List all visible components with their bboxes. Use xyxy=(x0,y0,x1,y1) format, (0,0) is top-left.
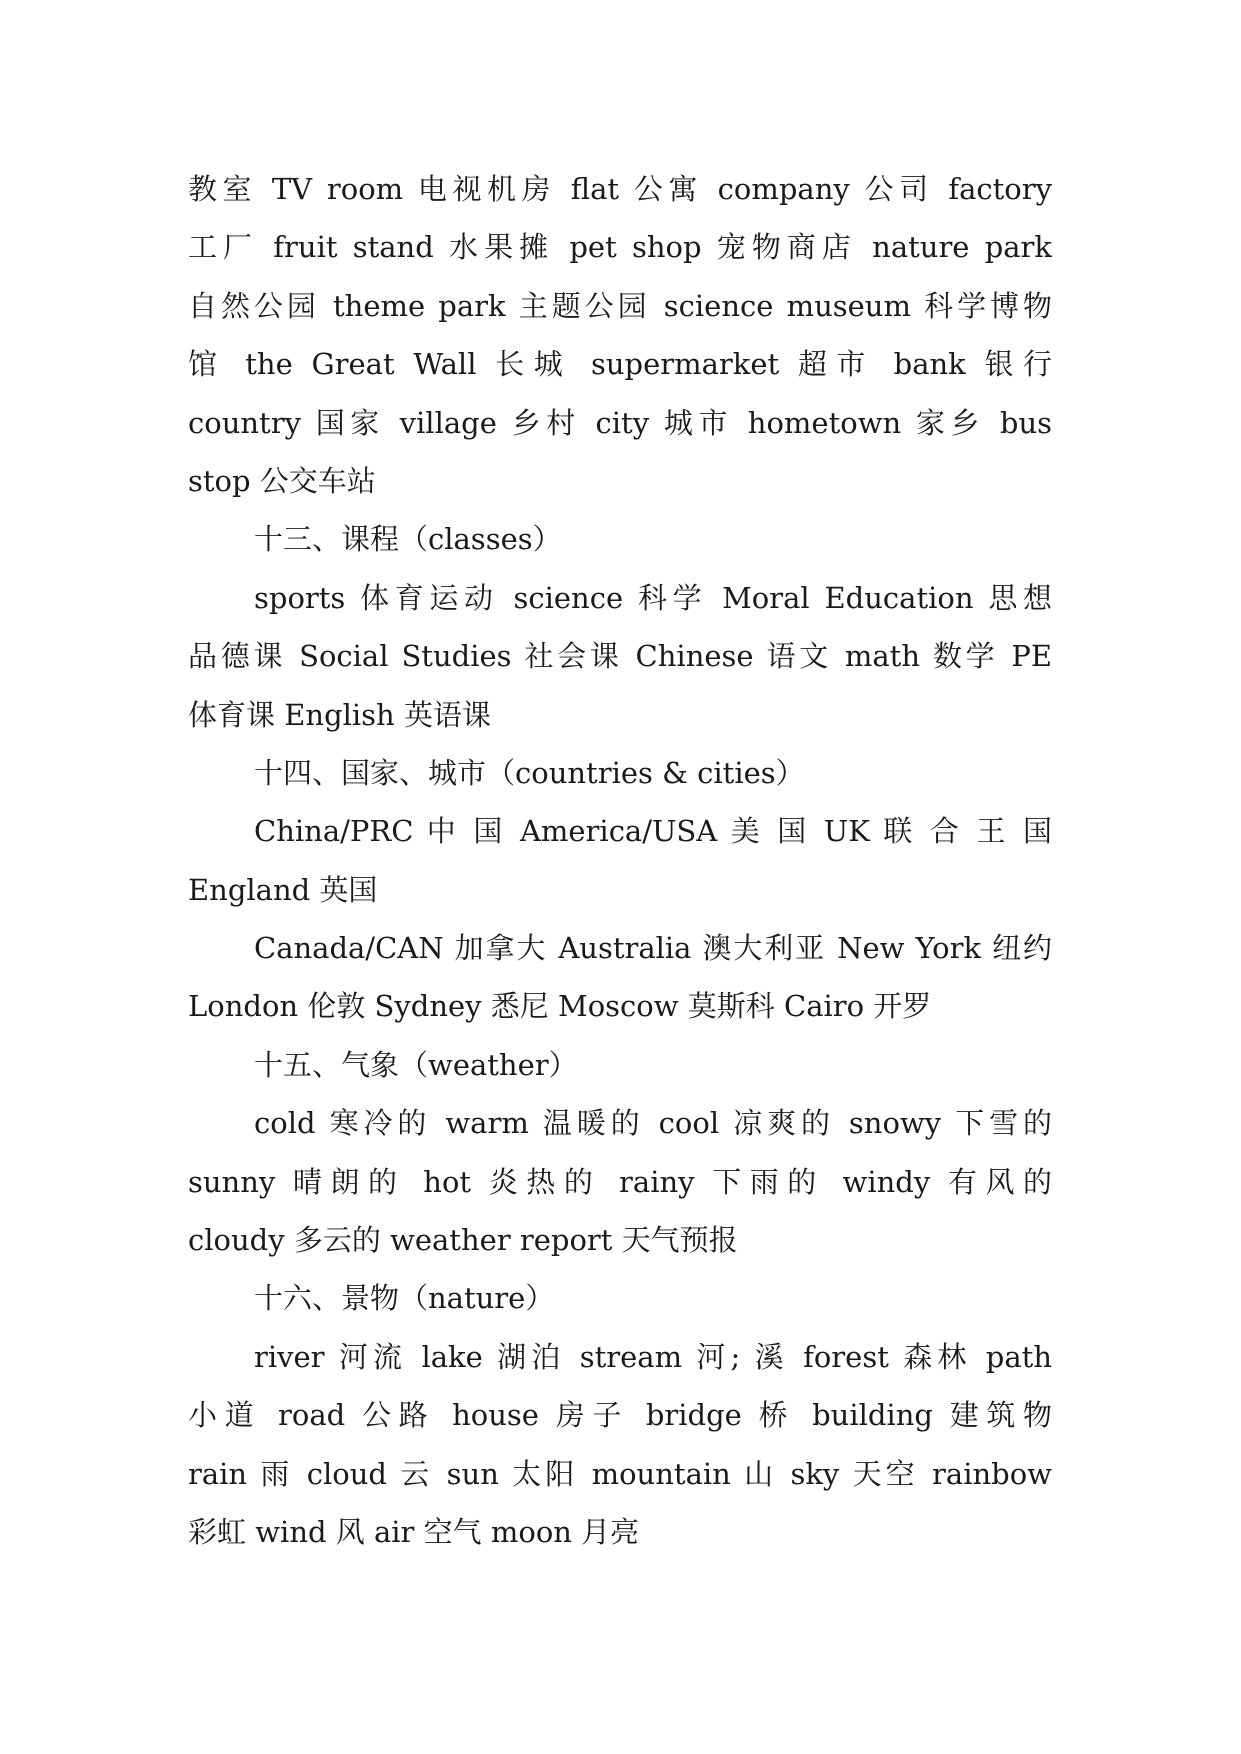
text-line: cold 寒冷的 warm 温暖的 cool 凉爽的 snowy 下雪的 xyxy=(254,1106,1052,1141)
text-line: 自然公园 theme park 主题公园 science museum 科学博物 xyxy=(188,288,1052,323)
text-line: cloudy 多云的 weather report 天气预报 xyxy=(188,1223,738,1258)
text-line: 工厂 fruit stand 水果摊 pet shop 宠物商店 nature park xyxy=(188,230,1052,265)
section-heading-nature: 十六、景物（nature） xyxy=(254,1281,555,1316)
text-line: 馆 the Great Wall 长城 supermarket 超市 bank 银行 xyxy=(188,347,1052,382)
text-line: 彩虹 wind 风 air 空气 moon 月亮 xyxy=(188,1514,640,1549)
text-line: rain 雨 cloud 云 sun 太阳 mountain 山 sky 天空 rainbow xyxy=(188,1456,1052,1491)
text-line: Canada/CAN 加拿大 Australia 澳大利亚 New York 纽约 xyxy=(254,931,1052,966)
text-line: 小道 road 公路 house 房子 bridge 桥 building 建筑物 xyxy=(188,1398,1052,1433)
text-line: England 英国 xyxy=(188,872,378,907)
text-line: river 河流 lake 湖泊 stream 河; 溪 forest 森林 path xyxy=(254,1339,1052,1374)
text-line: 体育课 English 英语课 xyxy=(188,697,491,732)
text-line: 教室 TV room 电视机房 flat 公寓 company 公司 factory xyxy=(188,172,1052,206)
text-line: country 国家 village 乡村 city 城市 hometown 家乡 bus xyxy=(188,405,1052,440)
text-line: sports 体育运动 science 科学 Moral Education 思想 xyxy=(254,580,1052,615)
text-line: China/PRC 中 国 America/USA 美 国 UK 联 合 王 国 xyxy=(254,814,1052,849)
text-line: 品德课 Social Studies 社会课 Chinese 语文 math 数学 PE xyxy=(188,639,1052,674)
document-body xyxy=(188,160,1052,1561)
section-heading-countries: 十四、国家、城市（countries & cities） xyxy=(254,755,805,790)
section-heading-weather: 十五、气象（weather） xyxy=(254,1047,578,1082)
text-line: sunny 晴朗的 hot 炎热的 rainy 下雨的 windy 有风的 xyxy=(188,1164,1052,1199)
text-line: London 伦敦 Sydney 悉尼 Moscow 莫斯科 Cairo 开罗 xyxy=(188,989,932,1024)
section-heading-classes: 十三、课程（classes） xyxy=(254,522,562,557)
text-line: stop 公交车站 xyxy=(188,463,376,498)
